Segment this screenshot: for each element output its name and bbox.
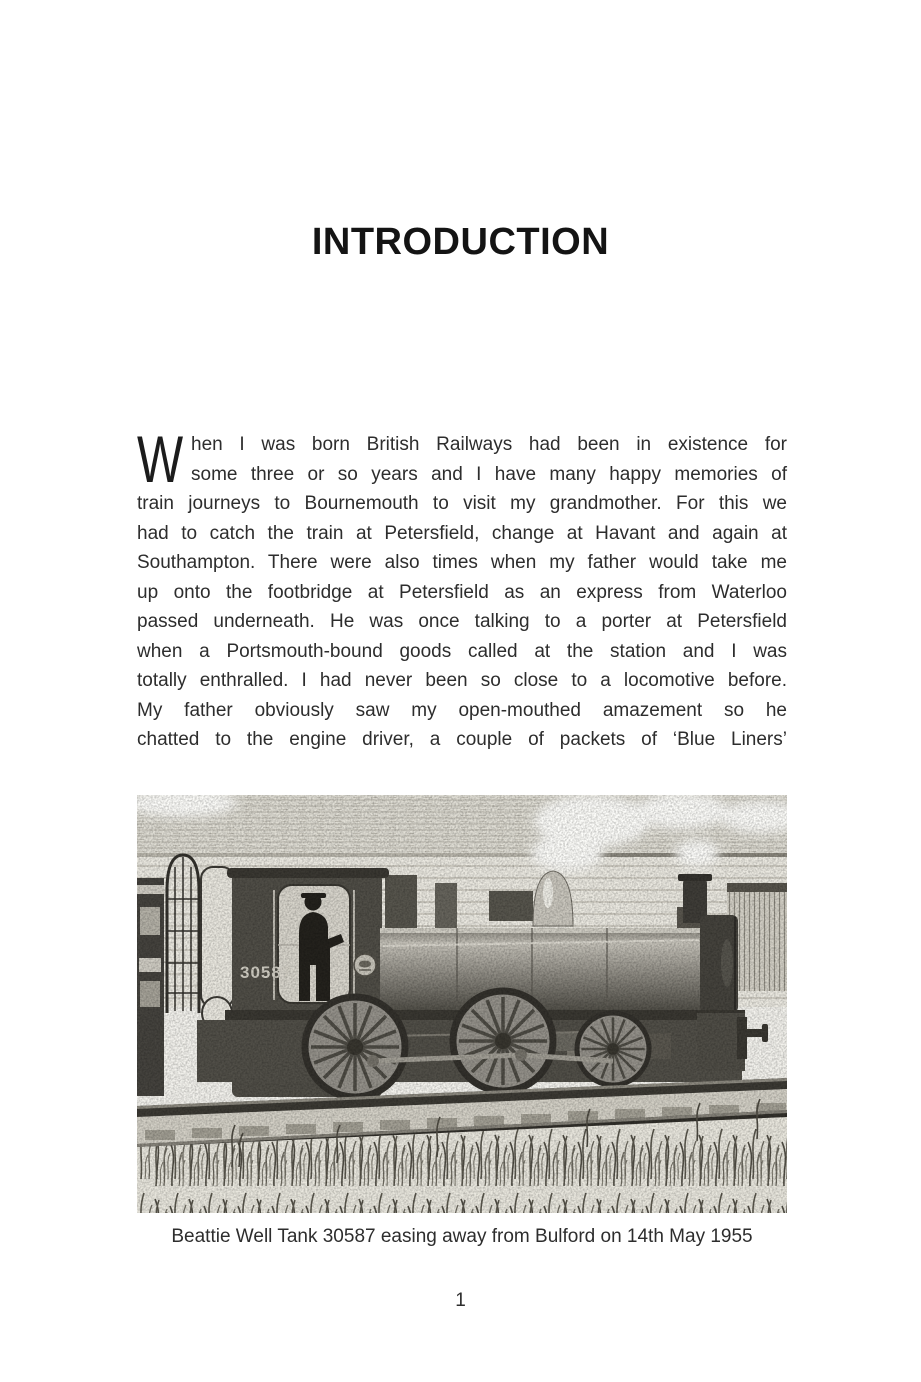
text-line: hen I was born British Railways had been in existence for bbox=[191, 434, 787, 455]
text-line: My father obviously saw my open-mouthed amazement so he bbox=[137, 699, 787, 721]
text-line: totally enthralled. I had never been so close to a locomotive before. bbox=[137, 670, 787, 691]
text-line: Southampton. There were also times when my father would take me bbox=[137, 552, 787, 573]
photo-figure bbox=[137, 795, 787, 1213]
text-line: train journeys to Bournemouth to visit my grandmother. For this we bbox=[137, 493, 787, 514]
text-line: had to catch the train at Petersfield, change at Havant and again at bbox=[137, 522, 787, 544]
page-title: INTRODUCTION bbox=[311, 221, 610, 264]
film-grain-overlay bbox=[137, 795, 787, 1213]
text-line: some three or so years and I have many happy memories of bbox=[191, 463, 787, 485]
locomotive-photo bbox=[137, 795, 787, 1213]
page-number: 1 bbox=[455, 1290, 466, 1311]
text-line: when a Portsmouth-bound goods called at the station and I was bbox=[137, 640, 787, 662]
drop-cap: W bbox=[137, 422, 184, 496]
paragraph-lines bbox=[137, 422, 787, 755]
text-line: passed underneath. He was once talking to a porter at Petersfield bbox=[137, 611, 787, 632]
photo-caption: Beattie Well Tank 30587 easing away from Bulford on 14th May 1955 bbox=[171, 1226, 753, 1247]
text-line: chatted to the engine driver, a couple of packets of ‘Blue Liners’ bbox=[137, 729, 787, 750]
text-line: up onto the footbridge at Petersfield as an express from Waterloo bbox=[137, 581, 787, 603]
loco-number-text: 30587 bbox=[240, 963, 293, 982]
body-paragraph bbox=[137, 422, 787, 755]
